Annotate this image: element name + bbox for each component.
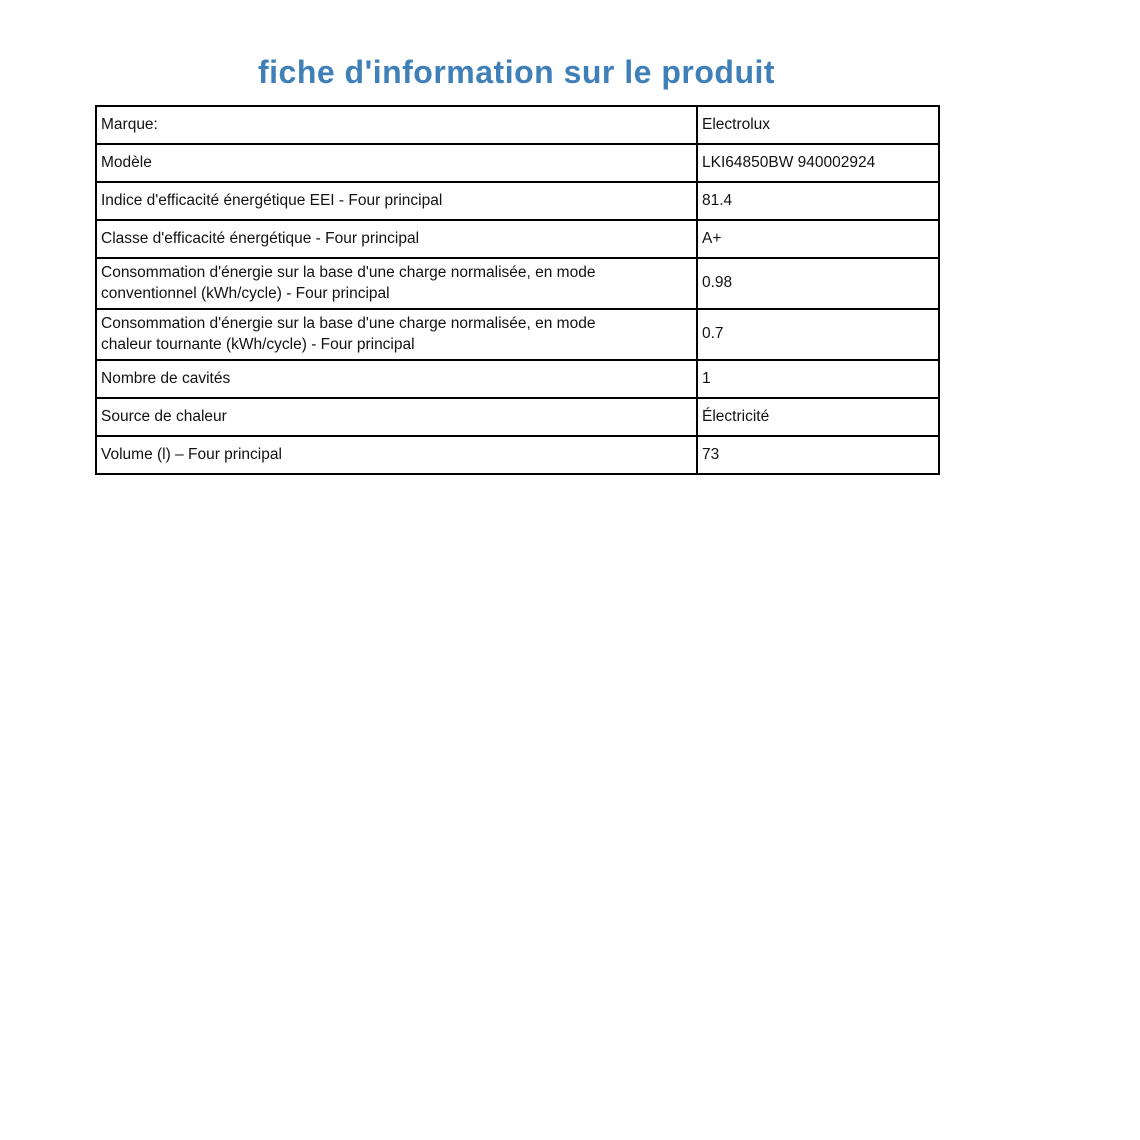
row-value: Electrolux (697, 106, 939, 144)
row-value: 0.98 (697, 258, 939, 309)
page-title: fiche d'information sur le produit (257, 54, 776, 91)
row-label (96, 309, 697, 360)
row-label-text: Source de chaleur (101, 407, 227, 425)
row-label-text: Consommation d'énergie sur la base d'une charge normalisée, en mode chaleur tournante (kWh/cycle) - Four principal (101, 314, 596, 353)
table-row (96, 182, 939, 220)
product-table-body (96, 106, 939, 474)
row-label (96, 258, 697, 309)
row-label (96, 106, 697, 144)
table-row (96, 106, 939, 144)
row-label (96, 144, 697, 182)
row-label-text: Indice d'efficacité énergétique EEI - Four principal (101, 191, 443, 209)
table-row (96, 398, 939, 436)
table-row (96, 436, 939, 474)
row-label-text: Volume (l) – Four principal (101, 445, 282, 463)
row-value: 1 (697, 360, 939, 398)
row-value: Électricité (697, 398, 939, 436)
table-row (96, 144, 939, 182)
row-value: 81.4 (697, 182, 939, 220)
row-value: A+ (697, 220, 939, 258)
row-label (96, 182, 697, 220)
row-label (96, 436, 697, 474)
row-value: 73 (697, 436, 939, 474)
table-row (96, 220, 939, 258)
row-label (96, 398, 697, 436)
row-value: 0.7 (697, 309, 939, 360)
table-row (96, 360, 939, 398)
row-label-text: Nombre de cavités (101, 369, 231, 387)
table-row (96, 309, 939, 360)
row-label-text: Marque: (101, 115, 158, 133)
row-label-text: Classe d'efficacité énergétique - Four principal (101, 229, 420, 247)
row-label-text: Consommation d'énergie sur la base d'une charge normalisée, en mode conventionnel (kWh/cycle) - Four principal (101, 263, 596, 302)
table-row (96, 258, 939, 309)
product-info-table (95, 105, 940, 475)
row-value: LKI64850BW 940002924 (697, 144, 939, 182)
row-label-text: Modèle (101, 153, 152, 171)
row-label (96, 220, 697, 258)
row-label (96, 360, 697, 398)
